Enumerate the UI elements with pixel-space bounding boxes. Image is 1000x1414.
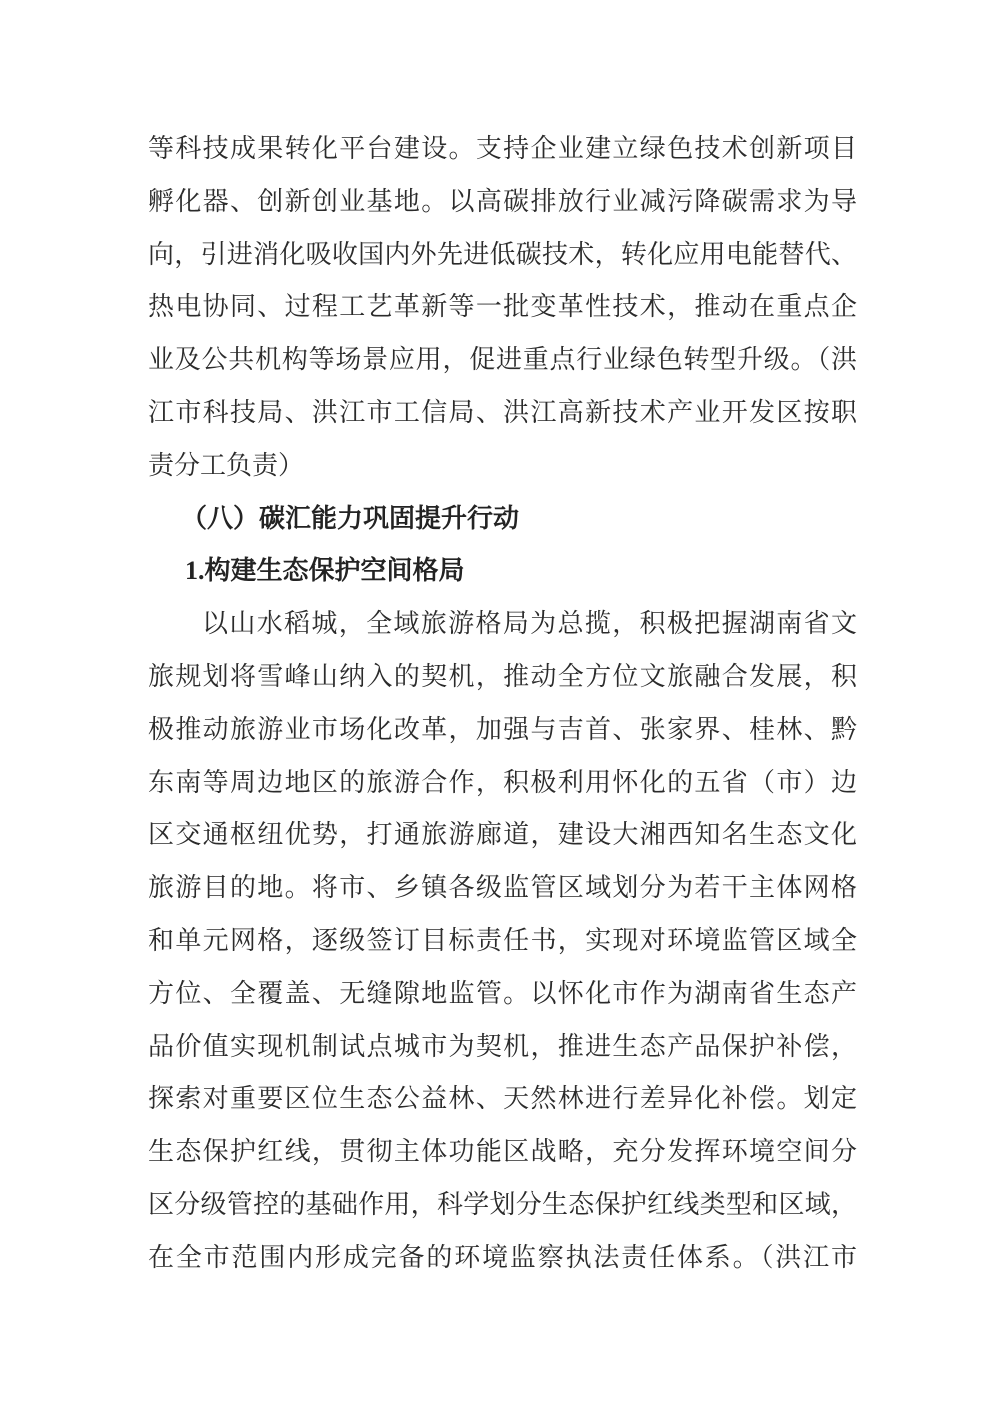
text-line: 旅游目的地。将市、乡镇各级监管区域划分为若干主体网格 bbox=[148, 873, 857, 903]
text-line: 探索对重要区位生态公益林、天然林进行差异化补偿。划定 bbox=[148, 1084, 857, 1114]
text-line: 区分级管控的基础作用，科学划分生态保护红线类型和区域， bbox=[148, 1189, 857, 1219]
text-line: 以山水稻城，全域旅游格局为总揽，积极把握湖南省文 bbox=[202, 609, 857, 639]
text-block bbox=[148, 123, 857, 1285]
text-line: 和单元网格，逐级签订目标责任书，实现对环境监管区域全 bbox=[148, 925, 857, 955]
text-line: 热电协同、过程工艺革新等一批变革性技术，推动在重点企 bbox=[148, 292, 857, 322]
text-line: 极推动旅游业市场化改革，加强与吉首、张家界、桂林、黔 bbox=[148, 714, 857, 744]
text-line: 责分工负责） bbox=[148, 450, 305, 480]
text-line: 江市科技局、洪江市工信局、洪江高新技术产业开发区按职 bbox=[148, 397, 857, 427]
text-line: 等科技成果转化平台建设。支持企业建立绿色技术创新项目 bbox=[148, 134, 857, 163]
subsection-heading: 1.构建生态保护空间格局 bbox=[185, 556, 465, 586]
text-line: 东南等周边地区的旅游合作，积极利用怀化的五省（市）边 bbox=[148, 767, 857, 797]
section-heading: （八）碳汇能力巩固提升行动 bbox=[181, 503, 520, 533]
text-line: 旅规划将雪峰山纳入的契机，推动全方位文旅融合发展，积 bbox=[148, 661, 857, 691]
text-line: 品价值实现机制试点城市为契机，推进生态产品保护补偿， bbox=[148, 1031, 857, 1061]
text-line: 业及公共机构等场景应用，促进重点行业绿色转型升级。（洪 bbox=[148, 345, 857, 375]
text-line: 方位、全覆盖、无缝隙地监管。以怀化市作为湖南省生态产 bbox=[148, 978, 857, 1008]
text-line: 向，引进消化吸收国内外先进低碳技术，转化应用电能替代、 bbox=[148, 239, 857, 269]
text-line: 在全市范围内形成完备的环境监察执法责任体系。（洪江市 bbox=[148, 1242, 857, 1272]
text-line: 区交通枢纽优势，打通旅游廊道，建设大湘西知名生态文化 bbox=[148, 820, 857, 850]
text-line: 生态保护红线，贯彻主体功能区战略，充分发挥环境空间分 bbox=[148, 1137, 857, 1167]
text-line: 孵化器、创新创业基地。以高碳排放行业减污降碳需求为导 bbox=[148, 186, 857, 216]
